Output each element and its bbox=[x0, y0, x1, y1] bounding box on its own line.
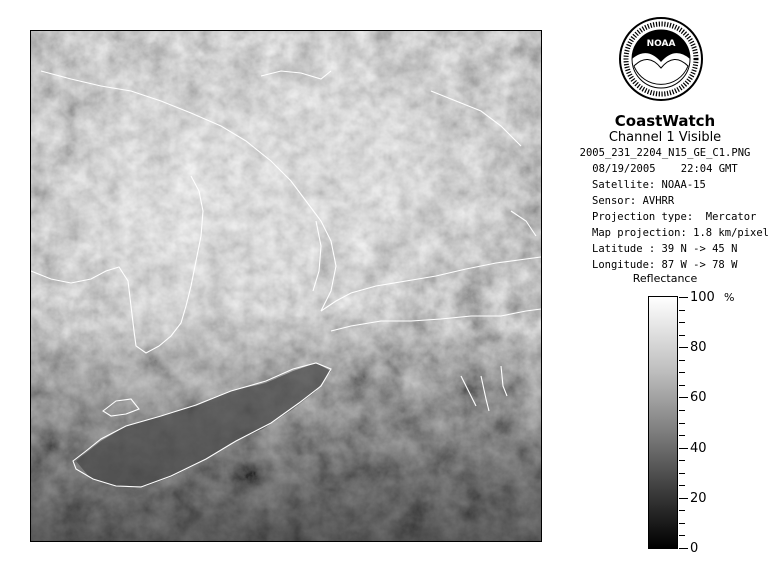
datetime-label: 08/19/2005 22:04 GMT bbox=[592, 163, 738, 175]
colorbar-tick bbox=[679, 423, 685, 424]
channel-subtitle: Channel 1 Visible bbox=[608, 130, 722, 145]
colorbar-tick-label: 80 bbox=[690, 340, 707, 356]
colorbar-tick bbox=[679, 322, 685, 323]
projection-type-label: Projection type: Mercator bbox=[592, 211, 757, 223]
colorbar-tick-label: 0 bbox=[690, 541, 699, 556]
colorbar-tick bbox=[679, 310, 685, 311]
colorbar-tick-label: 40 bbox=[690, 440, 707, 456]
satellite-label: Satellite: NOAA-15 bbox=[592, 179, 706, 191]
map-projection-label: Map projection: 1.8 km/pixel bbox=[592, 227, 770, 239]
colorbar-tick bbox=[679, 385, 685, 386]
noaa-seal-icon bbox=[618, 16, 704, 102]
colorbar-tick bbox=[679, 548, 688, 549]
product-title: CoastWatch bbox=[614, 112, 716, 130]
reflectance-colorbar bbox=[648, 296, 678, 549]
colorbar-tick bbox=[679, 485, 685, 486]
colorbar-tick bbox=[679, 448, 688, 449]
colorbar-tick bbox=[679, 360, 685, 361]
svg-text:NOAA: NOAA bbox=[646, 39, 676, 49]
latitude-label: Latitude : 39 N -> 45 N bbox=[592, 243, 738, 255]
colorbar-tick bbox=[679, 510, 685, 511]
noaa-logo bbox=[618, 16, 704, 102]
sensor-label: Sensor: AVHRR bbox=[592, 195, 675, 207]
colorbar-tick bbox=[679, 297, 688, 298]
colorbar-tick bbox=[679, 435, 685, 436]
satellite-image bbox=[30, 30, 542, 542]
legend-unit: % bbox=[724, 291, 735, 304]
colorbar-tick bbox=[679, 523, 685, 524]
colorbar-tick-label: 60 bbox=[690, 390, 707, 406]
colorbar-tick-label: 20 bbox=[690, 490, 707, 506]
satellite-imagery-svg bbox=[31, 31, 541, 541]
colorbar-tick bbox=[679, 473, 685, 474]
colorbar-tick bbox=[679, 535, 685, 536]
longitude-label: Longitude: 87 W -> 78 W bbox=[592, 259, 738, 271]
filename-label: 2005_231_2204_N15_GE_C1.PNG bbox=[579, 147, 751, 159]
legend-title: Reflectance bbox=[632, 272, 698, 285]
colorbar-tick bbox=[679, 410, 685, 411]
colorbar-tick bbox=[679, 335, 685, 336]
colorbar-tick bbox=[679, 498, 688, 499]
colorbar-tick-label: 100 bbox=[690, 290, 715, 305]
colorbar-tick bbox=[679, 372, 685, 373]
colorbar-tick bbox=[679, 347, 688, 348]
colorbar-tick bbox=[679, 460, 685, 461]
colorbar-tick bbox=[679, 397, 688, 398]
